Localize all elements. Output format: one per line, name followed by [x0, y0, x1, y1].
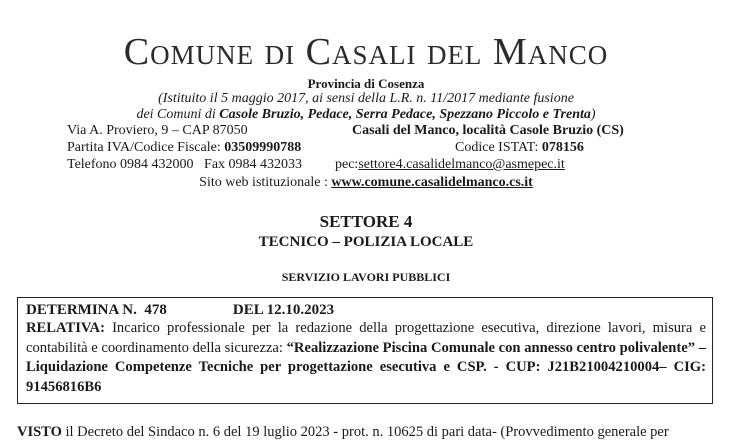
relativa-project: “Realizzazione Piscina Comunale con annesso centro polivalente” – Liquidazione Competenze Tecniche per progettazione esecutiva e CSP. - CUP: J21B21004210004– CIG: 91456816B6 — [26, 339, 706, 395]
determination-subject — [26, 319, 706, 397]
determination-number: DETERMINA N. 478 — [26, 302, 167, 318]
location: Casali del Manco, località Casole Bruzio (CS) — [352, 123, 624, 138]
establishment-prefix: dei Comuni di — [136, 107, 220, 122]
visto-text: il Decreto del Sindaco n. 6 del 19 luglio 2023 - prot. n. 10625 di pari data- (Provvedimento generale per — [61, 424, 669, 440]
sector-subtitle: TECNICO – POLIZIA LOCALE — [258, 234, 474, 250]
phone-fax: Telefono 0984 432000 Fax 0984 432033 — [67, 157, 303, 172]
pec-address — [335, 157, 565, 173]
vat-code — [67, 140, 301, 156]
determination-box — [17, 297, 713, 404]
determination-header — [26, 302, 334, 319]
province-line: Provincia di Cosenza — [307, 76, 425, 91]
sector-title: SETTORE 4 — [319, 212, 413, 231]
visto-paragraph — [17, 424, 669, 441]
visto-label: VISTO — [17, 424, 62, 440]
service-name: SERVIZIO LAVORI PUBBLICI — [281, 270, 451, 284]
municipality-title: Comune di Casali del Manco — [123, 31, 609, 73]
relativa-text: Incarico professionale per la redazione della progettazione esecutiva, direzione lavori, misura e contabilità e coordinamento della sicurezza: — [26, 320, 706, 356]
website-link[interactable]: www.comune.casalidelmanco.cs.it — [331, 175, 533, 190]
establishment-suffix: ) — [590, 107, 596, 122]
website-line — [0, 175, 732, 191]
determination-date: DEL 12.10.2023 — [232, 302, 335, 318]
istat-code — [455, 140, 584, 156]
vat-label: Partita IVA/Codice Fiscale: — [67, 140, 225, 155]
establishment-line-2 — [0, 107, 732, 123]
website-label: Sito web istituzionale : — [199, 175, 332, 190]
istat-label: Codice ISTAT: — [455, 140, 542, 155]
founding-towns: Casole Bruzio, Pedace, Serra Pedace, Spezzano Piccolo e Trenta — [219, 107, 591, 122]
address: Via A. Proviero, 9 – CAP 87050 — [67, 123, 248, 138]
establishment-line-1: (Istituito il 5 maggio 2017, ai sensi della L.R. n. 11/2017 mediante fusione — [158, 91, 574, 106]
pec-label: pec: — [335, 157, 359, 172]
vat-value: 03509990788 — [224, 140, 302, 155]
istat-value: 078156 — [541, 140, 584, 155]
relativa-label: RELATIVA: — [26, 320, 105, 336]
pec-link[interactable]: settore4.casalidelmanco@asmepec.it — [358, 157, 565, 172]
